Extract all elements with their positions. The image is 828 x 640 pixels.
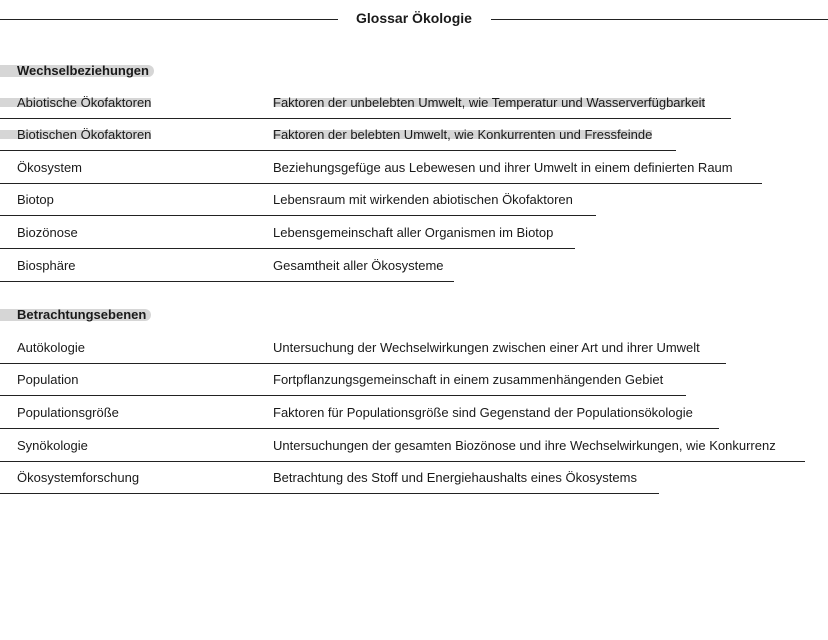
glossary-row <box>0 118 828 151</box>
glossary-definition: Faktoren der unbelebten Umwelt, wie Temperatur und Wasserverfügbarkeit <box>273 95 706 110</box>
glossary-row <box>0 249 828 282</box>
glossary-definition: Untersuchung der Wechselwirkungen zwischen einer Art und ihrer Umwelt <box>273 340 700 355</box>
definition-underline <box>273 493 659 494</box>
glossary-term: Ökosystem <box>17 160 83 175</box>
glossary-row <box>0 183 828 216</box>
glossary-definition: Faktoren der belebten Umwelt, wie Konkurrenten und Fressfeinde <box>273 127 653 142</box>
glossary-row <box>0 151 828 184</box>
glossary-definition: Faktoren für Populationsgröße sind Gegenstand der Populationsökologie <box>273 405 693 420</box>
term-underline <box>0 493 273 494</box>
glossary-term: Synökologie <box>17 438 88 453</box>
glossary-term: Biotop <box>17 192 54 207</box>
glossary-term: Abiotische Ökofaktoren <box>0 95 151 110</box>
glossary-row <box>0 429 828 462</box>
glossary-term: Biosphäre <box>17 258 76 273</box>
glossary-row <box>0 331 828 364</box>
glossary-row <box>0 86 828 119</box>
glossary-row <box>0 396 828 429</box>
glossary-definition: Untersuchungen der gesamten Biozönose und ihre Wechselwirkungen, wie Konkurrenz <box>273 438 776 453</box>
glossary-term: Autökologie <box>17 340 85 355</box>
glossary-row <box>0 363 828 396</box>
glossary-definition: Beziehungsgefüge aus Lebewesen und ihrer Umwelt in einem definierten Raum <box>273 160 733 175</box>
glossary-term: Biotischen Ökofaktoren <box>0 127 151 142</box>
glossary-row <box>0 216 828 249</box>
glossary-definition: Lebensgemeinschaft aller Organismen im Biotop <box>273 225 554 240</box>
definition-underline <box>273 281 454 282</box>
glossary-term: Ökosystemforschung <box>17 470 140 485</box>
glossary-term: Population <box>17 372 79 387</box>
glossary-definition: Gesamtheit aller Ökosysteme <box>273 258 444 273</box>
glossary-term: Biozönose <box>17 225 78 240</box>
glossary-definition: Lebensraum mit wirkenden abiotischen Ökofaktoren <box>273 192 573 207</box>
glossary-row <box>0 461 828 494</box>
section-heading-wechselbeziehungen: Wechselbeziehungen <box>0 65 154 77</box>
glossary-definition: Fortpflanzungsgemeinschaft in einem zusammenhängenden Gebiet <box>273 372 664 387</box>
glossary-term: Populationsgröße <box>17 405 119 420</box>
term-underline <box>0 281 273 282</box>
page-title-text: Glossar Ökologie <box>348 10 480 26</box>
glossary-definition: Betrachtung des Stoff und Energiehaushalts eines Ökosystems <box>273 470 637 485</box>
page-title <box>0 9 828 27</box>
section-heading-betrachtungsebenen: Betrachtungsebenen <box>0 309 151 321</box>
